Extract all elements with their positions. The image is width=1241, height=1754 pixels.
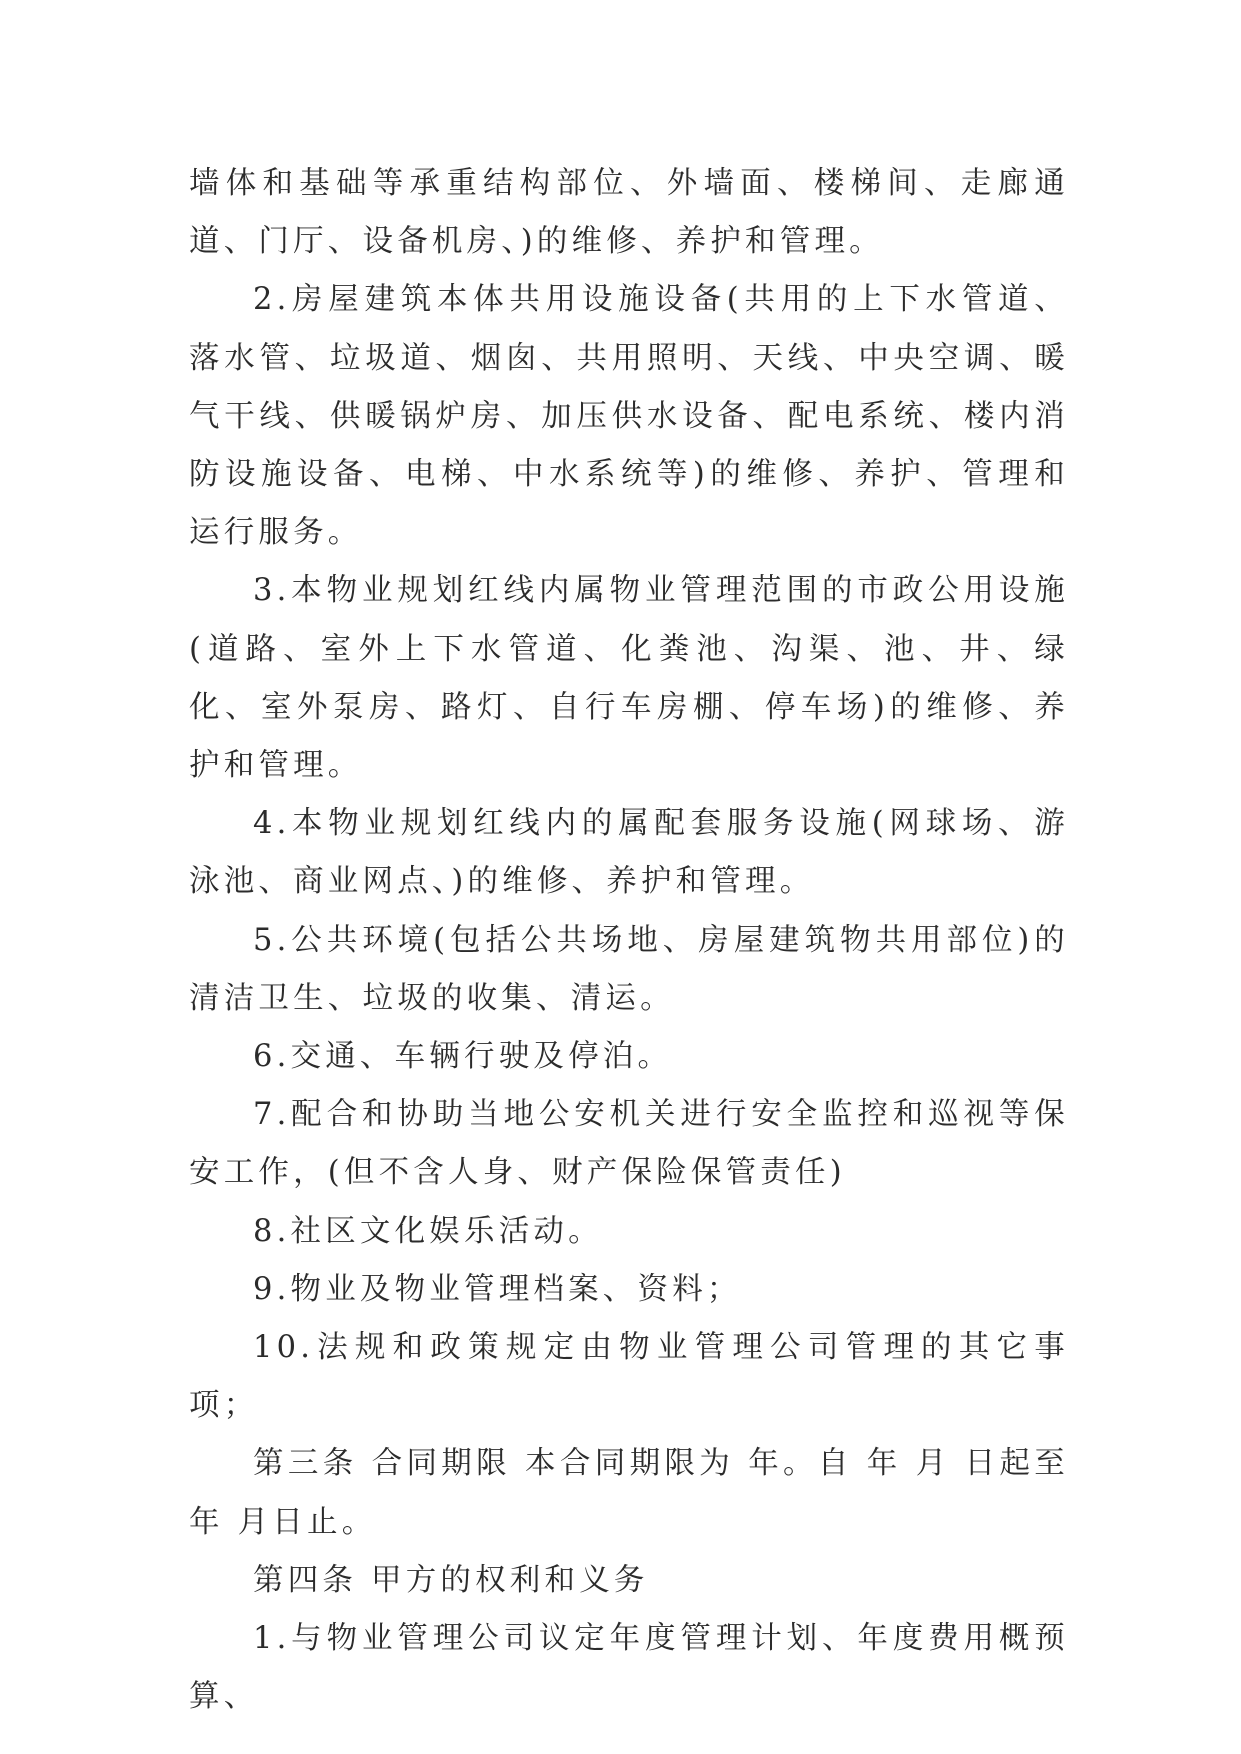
clause-item-9: 9.物业及物业管理档案、资料； xyxy=(253,1271,742,1307)
clause-item-5: 5.公共环境(包括公共场地、房屋建筑物共用部位)的清洁卫生、垃圾的收集、清运。 xyxy=(189,922,1069,1016)
clause-item-2: 2.房屋建筑本体共用设施设备(共用的上下水管道、落水管、垃圾道、烟囱、共用照明、天线、中央空调、暖气干线、供暖锅炉房、加压供水设备、配电系统、楼内消防设施设备、电梯、中水系统等)的维修、养护、管理和运行服务。 xyxy=(189,282,1069,551)
clause-item-3: 3.本物业规划红线内属物业管理范围的市政公用设施(道路、室外上下水管道、化粪池、沟渠、池、井、绿化、室外泵房、路灯、自行车房棚、停车场)的维修、养护和管理。 xyxy=(189,573,1069,784)
article-4-item-1: 1.与物业管理公司议定年度管理计划、年度费用概预算、 xyxy=(189,1621,1069,1715)
clause-item-4: 4.本物业规划红线内的属配套服务设施(网球场、游泳池、商业网点、)的维修、养护和管理。 xyxy=(189,806,1069,900)
clause-item-7: 7.配合和协助当地公安机关进行安全监控和巡视等保安工作，(但不含人身、财产保险保管责任) xyxy=(189,1097,1069,1191)
clause-item-6: 6.交通、车辆行驶及停泊。 xyxy=(253,1039,673,1075)
article-4-heading: 第四条 甲方的权利和义务 xyxy=(253,1562,649,1598)
paragraph-continuation: 墙体和基础等承重结构部位、外墙面、楼梯间、走廊通道、门厅、设备机房、)的维修、养护和管理。 xyxy=(189,166,1069,260)
clause-item-10: 10.法规和政策规定由物业管理公司管理的其它事项； xyxy=(189,1330,1069,1424)
clause-item-8: 8.社区文化娱乐活动。 xyxy=(253,1213,603,1249)
contract-body xyxy=(189,155,1069,1726)
article-3-contract-term: 第三条 合同期限 本合同期限为 年。自 年 月 日起至 年 月日止。 xyxy=(189,1446,1069,1540)
